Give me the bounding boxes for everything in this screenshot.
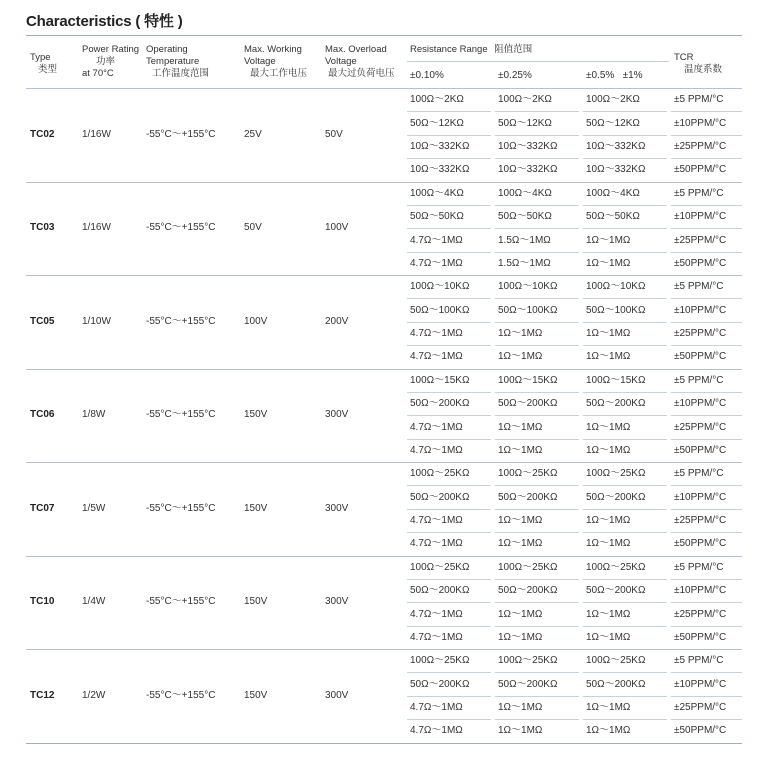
header-working-voltage-en2: Voltage bbox=[244, 56, 276, 67]
power-cell: 1/16W bbox=[82, 128, 111, 140]
range-025-cell: 50Ω～50KΩ bbox=[498, 211, 552, 223]
overload-voltage-cell: 200V bbox=[325, 315, 349, 327]
range-010-cell: 4.7Ω～1MΩ bbox=[410, 421, 463, 433]
range-05-1-cell: 1Ω～1MΩ bbox=[586, 328, 631, 339]
sub-row-divider bbox=[671, 205, 742, 206]
range-025-cell: 1Ω～1MΩ bbox=[498, 608, 543, 620]
group-divider bbox=[26, 275, 742, 276]
tcr-cell: ±25PPM/°C bbox=[674, 702, 727, 713]
sub-row-divider bbox=[671, 672, 742, 673]
sub-row-divider bbox=[583, 158, 667, 159]
header-tolerance-010: ±0.10% bbox=[410, 70, 444, 81]
range-010-cell: 4.7Ω～1MΩ bbox=[410, 725, 463, 737]
header-tcr-cn: 温度系数 bbox=[684, 64, 723, 75]
power-cell: 1/8W bbox=[82, 409, 106, 421]
sub-row-divider bbox=[671, 579, 742, 580]
tcr-cell: ±10PPM/°C bbox=[674, 678, 727, 690]
group-divider bbox=[26, 182, 742, 183]
table-bottom-border bbox=[26, 743, 742, 744]
sub-row-divider bbox=[671, 392, 742, 393]
tcr-cell: ±10PPM/°C bbox=[674, 398, 727, 410]
sub-row-divider bbox=[583, 439, 667, 440]
type-cell: TC03 bbox=[30, 222, 55, 234]
sub-row-divider bbox=[407, 626, 491, 627]
tcr-cell: ±10PPM/°C bbox=[674, 211, 727, 223]
range-010-cell: 4.7Ω～1MΩ bbox=[410, 538, 463, 550]
sub-row-divider bbox=[671, 322, 742, 323]
header-overload-voltage-en: Max. Overload bbox=[325, 44, 387, 55]
sub-row-divider bbox=[583, 579, 667, 580]
range-010-cell: 4.7Ω～1MΩ bbox=[410, 328, 463, 339]
sub-row-divider bbox=[407, 111, 491, 112]
range-025-cell: 100Ω～10KΩ bbox=[498, 281, 558, 293]
sub-row-divider bbox=[407, 158, 491, 159]
sub-row-divider bbox=[583, 345, 667, 346]
sub-row-divider bbox=[671, 298, 742, 299]
sub-row-divider bbox=[495, 111, 579, 112]
range-05-1-cell: 1Ω～1MΩ bbox=[586, 257, 631, 269]
tcr-cell: ±50PPM/°C bbox=[674, 444, 727, 456]
range-010-cell: 50Ω～200KΩ bbox=[410, 491, 470, 503]
power-cell: 1/10W bbox=[82, 315, 111, 327]
sub-row-divider bbox=[583, 298, 667, 299]
header-resistance-range bbox=[410, 44, 532, 56]
range-05-1-cell: 50Ω～12KΩ bbox=[586, 117, 640, 129]
sub-row-divider bbox=[495, 392, 579, 393]
resistance-header-divider bbox=[407, 61, 669, 62]
tcr-cell: ±5 PPM/°C bbox=[674, 468, 724, 480]
range-010-cell: 4.7Ω～1MΩ bbox=[410, 234, 463, 246]
sub-row-divider bbox=[407, 602, 491, 603]
range-05-1-cell: 50Ω～100KΩ bbox=[586, 304, 646, 316]
range-05-1-cell: 1Ω～1MΩ bbox=[586, 631, 631, 643]
header-tolerance-05-1: ±0.5% ±1% bbox=[586, 70, 643, 81]
sub-row-divider bbox=[495, 532, 579, 533]
sub-row-divider bbox=[495, 135, 579, 136]
working-voltage-cell: 150V bbox=[244, 409, 268, 421]
header-temp-en2: Temperature bbox=[146, 56, 200, 67]
sub-row-divider bbox=[671, 509, 742, 510]
range-025-cell: 1Ω～1MΩ bbox=[498, 702, 543, 713]
range-025-cell: 100Ω～2KΩ bbox=[498, 94, 552, 106]
range-010-cell: 4.7Ω～1MΩ bbox=[410, 702, 463, 713]
range-025-cell: 1Ω～1MΩ bbox=[498, 328, 543, 339]
range-010-cell: 100Ω～15KΩ bbox=[410, 374, 470, 386]
header-working-voltage bbox=[244, 44, 307, 80]
range-05-1-cell: 1Ω～1MΩ bbox=[586, 515, 631, 526]
sub-row-divider bbox=[495, 415, 579, 416]
sub-row-divider bbox=[495, 602, 579, 603]
tcr-cell: ±50PPM/°C bbox=[674, 257, 727, 269]
range-025-cell: 50Ω～200KΩ bbox=[498, 398, 558, 410]
type-cell: TC05 bbox=[30, 315, 55, 327]
header-temp-cn: 工作温度范围 bbox=[152, 68, 210, 79]
sub-row-divider bbox=[407, 135, 491, 136]
range-05-1-cell: 50Ω～200KΩ bbox=[586, 678, 646, 690]
header-tcr bbox=[674, 52, 722, 76]
tcr-cell: ±5 PPM/°C bbox=[674, 187, 724, 199]
sub-row-divider bbox=[495, 298, 579, 299]
type-cell: TC06 bbox=[30, 409, 55, 421]
header-power-en: Power Rating bbox=[82, 44, 140, 55]
range-05-1-cell: 1Ω～1MΩ bbox=[586, 538, 631, 550]
working-voltage-cell: 100V bbox=[244, 315, 268, 327]
tcr-cell: ±25PPM/°C bbox=[674, 141, 727, 152]
sub-row-divider bbox=[583, 719, 667, 720]
range-025-cell: 1Ω～1MΩ bbox=[498, 351, 543, 363]
sub-row-divider bbox=[671, 602, 742, 603]
sub-row-divider bbox=[495, 228, 579, 229]
range-010-cell: 100Ω～10KΩ bbox=[410, 281, 470, 293]
sub-row-divider bbox=[583, 392, 667, 393]
tcr-cell: ±50PPM/°C bbox=[674, 631, 727, 643]
sub-row-divider bbox=[671, 439, 742, 440]
working-voltage-cell: 50V bbox=[244, 222, 262, 234]
tcr-cell: ±25PPM/°C bbox=[674, 328, 727, 339]
sub-row-divider bbox=[407, 696, 491, 697]
header-power bbox=[82, 44, 139, 80]
sub-row-divider bbox=[407, 719, 491, 720]
header-tolerance-025: ±0.25% bbox=[498, 70, 532, 81]
range-05-1-cell: 100Ω～25KΩ bbox=[586, 468, 646, 480]
sub-row-divider bbox=[495, 719, 579, 720]
range-025-cell: 100Ω～25KΩ bbox=[498, 468, 558, 480]
sub-row-divider bbox=[671, 345, 742, 346]
sub-row-divider bbox=[495, 509, 579, 510]
range-05-1-cell: 50Ω～50KΩ bbox=[586, 211, 640, 223]
tcr-cell: ±10PPM/°C bbox=[674, 117, 727, 129]
range-010-cell: 50Ω～12KΩ bbox=[410, 117, 464, 129]
power-cell: 1/4W bbox=[82, 596, 106, 608]
range-010-cell: 50Ω～200KΩ bbox=[410, 678, 470, 690]
sub-row-divider bbox=[495, 205, 579, 206]
sub-row-divider bbox=[495, 322, 579, 323]
group-divider bbox=[26, 369, 742, 370]
range-010-cell: 50Ω～100KΩ bbox=[410, 304, 470, 316]
range-025-cell: 1Ω～1MΩ bbox=[498, 538, 543, 550]
range-010-cell: 4.7Ω～1MΩ bbox=[410, 631, 463, 643]
sub-row-divider bbox=[583, 509, 667, 510]
table-top-border bbox=[26, 35, 742, 36]
sub-row-divider bbox=[671, 696, 742, 697]
range-05-1-cell: 100Ω～15KΩ bbox=[586, 374, 646, 386]
header-temp bbox=[146, 44, 209, 80]
overload-voltage-cell: 300V bbox=[325, 502, 349, 514]
tcr-cell: ±10PPM/°C bbox=[674, 304, 727, 316]
tcr-cell: ±25PPM/°C bbox=[674, 421, 727, 433]
range-05-1-cell: 100Ω～25KΩ bbox=[586, 655, 646, 667]
power-cell: 1/5W bbox=[82, 502, 106, 514]
sub-row-divider bbox=[407, 485, 491, 486]
tcr-cell: ±5 PPM/°C bbox=[674, 94, 724, 106]
range-025-cell: 10Ω～332KΩ bbox=[498, 164, 558, 176]
header-power-sub: at 70°C bbox=[82, 68, 114, 79]
range-010-cell: 4.7Ω～1MΩ bbox=[410, 351, 463, 363]
sub-row-divider bbox=[671, 719, 742, 720]
sub-row-divider bbox=[495, 252, 579, 253]
temperature-cell: -55°C～+155°C bbox=[146, 502, 216, 514]
sub-row-divider bbox=[671, 415, 742, 416]
header-working-voltage-en: Max. Working bbox=[244, 44, 302, 55]
sub-row-divider bbox=[583, 485, 667, 486]
sub-row-divider bbox=[495, 439, 579, 440]
sub-row-divider bbox=[407, 392, 491, 393]
sub-row-divider bbox=[583, 672, 667, 673]
range-025-cell: 100Ω～15KΩ bbox=[498, 374, 558, 386]
sub-row-divider bbox=[671, 228, 742, 229]
temperature-cell: -55°C～+155°C bbox=[146, 689, 216, 701]
sub-row-divider bbox=[583, 252, 667, 253]
working-voltage-cell: 150V bbox=[244, 596, 268, 608]
range-010-cell: 10Ω～332KΩ bbox=[410, 141, 470, 152]
tcr-cell: ±50PPM/°C bbox=[674, 351, 727, 363]
temperature-cell: -55°C～+155°C bbox=[146, 596, 216, 608]
range-010-cell: 50Ω～200KΩ bbox=[410, 585, 470, 597]
working-voltage-cell: 25V bbox=[244, 128, 262, 140]
sub-row-divider bbox=[407, 252, 491, 253]
header-resistance-cn: 阻值范围 bbox=[494, 44, 533, 55]
overload-voltage-cell: 50V bbox=[325, 128, 343, 140]
range-05-1-cell: 1Ω～1MΩ bbox=[586, 725, 631, 737]
overload-voltage-cell: 100V bbox=[325, 222, 349, 234]
power-cell: 1/2W bbox=[82, 689, 106, 701]
header-type-en: Type bbox=[30, 52, 51, 63]
range-05-1-cell: 50Ω～200KΩ bbox=[586, 398, 646, 410]
range-05-1-cell: 50Ω～200KΩ bbox=[586, 585, 646, 597]
overload-voltage-cell: 300V bbox=[325, 409, 349, 421]
range-025-cell: 1Ω～1MΩ bbox=[498, 444, 543, 456]
sub-row-divider bbox=[583, 322, 667, 323]
type-cell: TC07 bbox=[30, 502, 55, 514]
header-type bbox=[30, 52, 57, 76]
sub-row-divider bbox=[583, 602, 667, 603]
header-temp-en: Operating bbox=[146, 44, 188, 55]
sub-row-divider bbox=[583, 135, 667, 136]
range-025-cell: 1Ω～1MΩ bbox=[498, 631, 543, 643]
header-type-cn: 类型 bbox=[38, 64, 58, 75]
range-025-cell: 50Ω～200KΩ bbox=[498, 491, 558, 503]
tcr-cell: ±25PPM/°C bbox=[674, 515, 727, 526]
sub-row-divider bbox=[407, 298, 491, 299]
range-025-cell: 10Ω～332KΩ bbox=[498, 141, 558, 152]
sub-row-divider bbox=[407, 415, 491, 416]
type-cell: TC12 bbox=[30, 689, 55, 701]
range-05-1-cell: 1Ω～1MΩ bbox=[586, 444, 631, 456]
header-overload-voltage-en2: Voltage bbox=[325, 56, 357, 67]
tcr-cell: ±50PPM/°C bbox=[674, 538, 727, 550]
tcr-cell: ±5 PPM/°C bbox=[674, 655, 724, 667]
tcr-cell: ±5 PPM/°C bbox=[674, 281, 724, 293]
range-05-1-cell: 50Ω～200KΩ bbox=[586, 491, 646, 503]
range-05-1-cell: 1Ω～1MΩ bbox=[586, 702, 631, 713]
range-025-cell: 50Ω～200KΩ bbox=[498, 678, 558, 690]
sub-row-divider bbox=[495, 485, 579, 486]
header-overload-voltage-cn: 最大过负荷电压 bbox=[328, 68, 395, 79]
temperature-cell: -55°C～+155°C bbox=[146, 409, 216, 421]
sub-row-divider bbox=[583, 415, 667, 416]
sub-row-divider bbox=[407, 439, 491, 440]
type-cell: TC10 bbox=[30, 596, 55, 608]
power-cell: 1/16W bbox=[82, 222, 111, 234]
working-voltage-cell: 150V bbox=[244, 689, 268, 701]
tcr-cell: ±25PPM/°C bbox=[674, 234, 727, 246]
range-05-1-cell: 1Ω～1MΩ bbox=[586, 234, 631, 246]
tcr-cell: ±50PPM/°C bbox=[674, 725, 727, 737]
group-divider bbox=[26, 88, 742, 89]
range-010-cell: 50Ω～50KΩ bbox=[410, 211, 464, 223]
range-010-cell: 50Ω～200KΩ bbox=[410, 398, 470, 410]
header-tcr-en: TCR bbox=[674, 52, 694, 63]
header-power-cn: 功率 bbox=[96, 56, 116, 67]
sub-row-divider bbox=[583, 696, 667, 697]
range-025-cell: 1Ω～1MΩ bbox=[498, 725, 543, 737]
overload-voltage-cell: 300V bbox=[325, 689, 349, 701]
sub-row-divider bbox=[407, 532, 491, 533]
sub-row-divider bbox=[583, 626, 667, 627]
sub-row-divider bbox=[583, 111, 667, 112]
sub-row-divider bbox=[495, 579, 579, 580]
sub-row-divider bbox=[583, 532, 667, 533]
sub-row-divider bbox=[495, 672, 579, 673]
tcr-cell: ±25PPM/°C bbox=[674, 608, 727, 620]
sub-row-divider bbox=[407, 345, 491, 346]
sub-row-divider bbox=[495, 345, 579, 346]
range-05-1-cell: 100Ω～2KΩ bbox=[586, 94, 640, 106]
range-05-1-cell: 100Ω～4KΩ bbox=[586, 187, 640, 199]
range-010-cell: 4.7Ω～1MΩ bbox=[410, 608, 463, 620]
range-010-cell: 10Ω～332KΩ bbox=[410, 164, 470, 176]
range-05-1-cell: 1Ω～1MΩ bbox=[586, 421, 631, 433]
range-05-1-cell: 1Ω～1MΩ bbox=[586, 608, 631, 620]
group-divider bbox=[26, 462, 742, 463]
range-025-cell: 1Ω～1MΩ bbox=[498, 421, 543, 433]
tcr-cell: ±50PPM/°C bbox=[674, 164, 727, 176]
range-05-1-cell: 100Ω～25KΩ bbox=[586, 561, 646, 573]
sub-row-divider bbox=[407, 205, 491, 206]
range-05-1-cell: 10Ω～332KΩ bbox=[586, 141, 646, 152]
tcr-cell: ±5 PPM/°C bbox=[674, 374, 724, 386]
sub-row-divider bbox=[671, 252, 742, 253]
range-025-cell: 100Ω～4KΩ bbox=[498, 187, 552, 199]
header-resistance-en: Resistance Range bbox=[410, 44, 488, 55]
sub-row-divider bbox=[583, 228, 667, 229]
range-05-1-cell: 10Ω～332KΩ bbox=[586, 164, 646, 176]
page-title: Characteristics ( 特性 ) bbox=[26, 13, 183, 30]
group-divider bbox=[26, 556, 742, 557]
range-025-cell: 100Ω～25KΩ bbox=[498, 561, 558, 573]
range-010-cell: 100Ω～25KΩ bbox=[410, 561, 470, 573]
range-05-1-cell: 1Ω～1MΩ bbox=[586, 351, 631, 363]
sub-row-divider bbox=[495, 626, 579, 627]
sub-row-divider bbox=[407, 672, 491, 673]
range-025-cell: 50Ω～100KΩ bbox=[498, 304, 558, 316]
sub-row-divider bbox=[407, 322, 491, 323]
sub-row-divider bbox=[495, 158, 579, 159]
sub-row-divider bbox=[407, 579, 491, 580]
working-voltage-cell: 150V bbox=[244, 502, 268, 514]
overload-voltage-cell: 300V bbox=[325, 596, 349, 608]
range-010-cell: 4.7Ω～1MΩ bbox=[410, 257, 463, 269]
tcr-cell: ±10PPM/°C bbox=[674, 585, 727, 597]
range-010-cell: 100Ω～25KΩ bbox=[410, 468, 470, 480]
sub-row-divider bbox=[495, 696, 579, 697]
range-025-cell: 50Ω～12KΩ bbox=[498, 117, 552, 129]
sub-row-divider bbox=[407, 509, 491, 510]
range-025-cell: 1.5Ω～1MΩ bbox=[498, 257, 551, 269]
temperature-cell: -55°C～+155°C bbox=[146, 222, 216, 234]
range-05-1-cell: 100Ω～10KΩ bbox=[586, 281, 646, 293]
range-025-cell: 1Ω～1MΩ bbox=[498, 515, 543, 526]
range-010-cell: 100Ω～25KΩ bbox=[410, 655, 470, 667]
range-025-cell: 100Ω～25KΩ bbox=[498, 655, 558, 667]
header-overload-voltage bbox=[325, 44, 395, 80]
sub-row-divider bbox=[671, 485, 742, 486]
group-divider bbox=[26, 649, 742, 650]
tcr-cell: ±10PPM/°C bbox=[674, 491, 727, 503]
range-010-cell: 100Ω～2KΩ bbox=[410, 94, 464, 106]
temperature-cell: -55°C～+155°C bbox=[146, 128, 216, 140]
sub-row-divider bbox=[407, 228, 491, 229]
sub-row-divider bbox=[671, 135, 742, 136]
temperature-cell: -55°C～+155°C bbox=[146, 315, 216, 327]
sub-row-divider bbox=[671, 158, 742, 159]
range-010-cell: 4.7Ω～1MΩ bbox=[410, 444, 463, 456]
range-025-cell: 1.5Ω～1MΩ bbox=[498, 234, 551, 246]
range-025-cell: 50Ω～200KΩ bbox=[498, 585, 558, 597]
sub-row-divider bbox=[671, 532, 742, 533]
range-010-cell: 100Ω～4KΩ bbox=[410, 187, 464, 199]
range-010-cell: 4.7Ω～1MΩ bbox=[410, 515, 463, 526]
header-working-voltage-cn: 最大工作电压 bbox=[250, 68, 308, 79]
tcr-cell: ±5 PPM/°C bbox=[674, 561, 724, 573]
type-cell: TC02 bbox=[30, 128, 55, 140]
sub-row-divider bbox=[671, 626, 742, 627]
sub-row-divider bbox=[583, 205, 667, 206]
sub-row-divider bbox=[671, 111, 742, 112]
